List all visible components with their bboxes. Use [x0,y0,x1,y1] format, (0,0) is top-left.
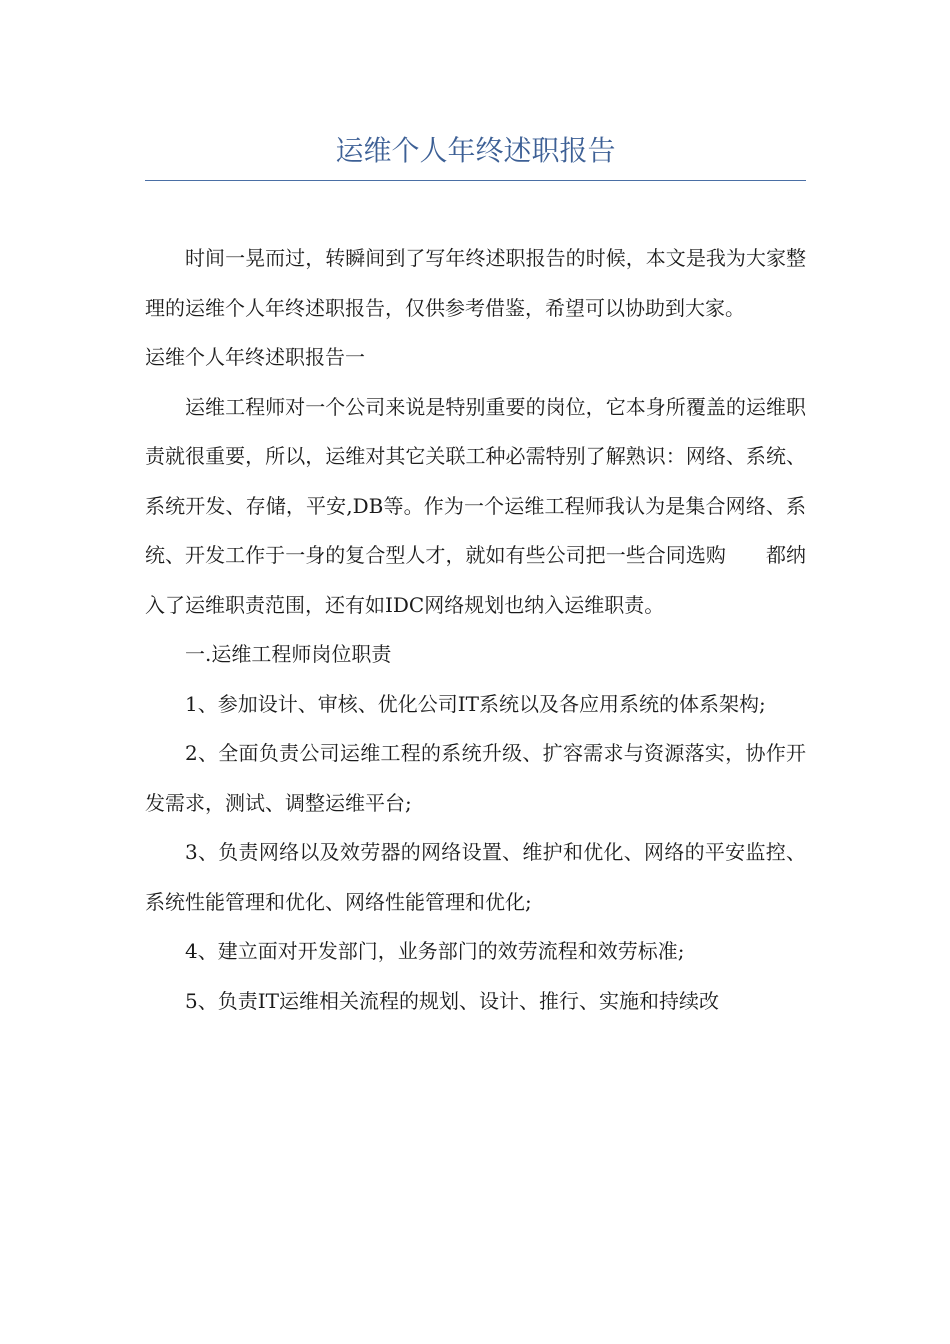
subsection-heading: 一.运维工程师岗位职责 [185,642,392,666]
list-item: 2、全面负责公司运维工程的系统升级、扩容需求与资源落实，协作开发需求，测试、调整运维平台; [145,741,806,815]
section-heading: 运维个人年终述职报告一 [145,345,365,369]
document-title: 运维个人年终述职报告 [335,134,616,167]
list-item: 4、建立面对开发部门，业务部门的效劳流程和效劳标准; [185,939,685,963]
list-item: 3、负责网络以及效劳器的网络设置、维护和优化、网络的平安监控、系统性能管理和优化、网络性能管理和优化; [145,840,806,914]
intro-paragraph: 时间一晃而过，转瞬间到了写年终述职报告的时候，本文是我为大家整理的运维个人年终述职报告，仅供参考借鉴，希望可以协助到大家。 [145,246,806,320]
document-body [145,234,806,1026]
title-underline [145,180,806,181]
list-item: 1、参加设计、审核、优化公司IT系统以及各应用系统的体系架构; [185,691,766,716]
list-item: 5、负责IT运维相关流程的规划、设计、推行、实施和持续改 [185,988,719,1013]
body-paragraph: 运维工程师对一个公司来说是特别重要的岗位，它本身所覆盖的运维职责就很重要，所以，运维对其它关联工种必需特别了解熟识：网络、系统、系统开发、存储，平安,DB等。作为一个运维工程师我认为是集合网络、系统、开发工作于一身的复合型人才，就如有些公司把一些合同选购 都纳入了运维职责范围，还有如IDC网络规划也纳入运维职责。 [145,394,806,617]
